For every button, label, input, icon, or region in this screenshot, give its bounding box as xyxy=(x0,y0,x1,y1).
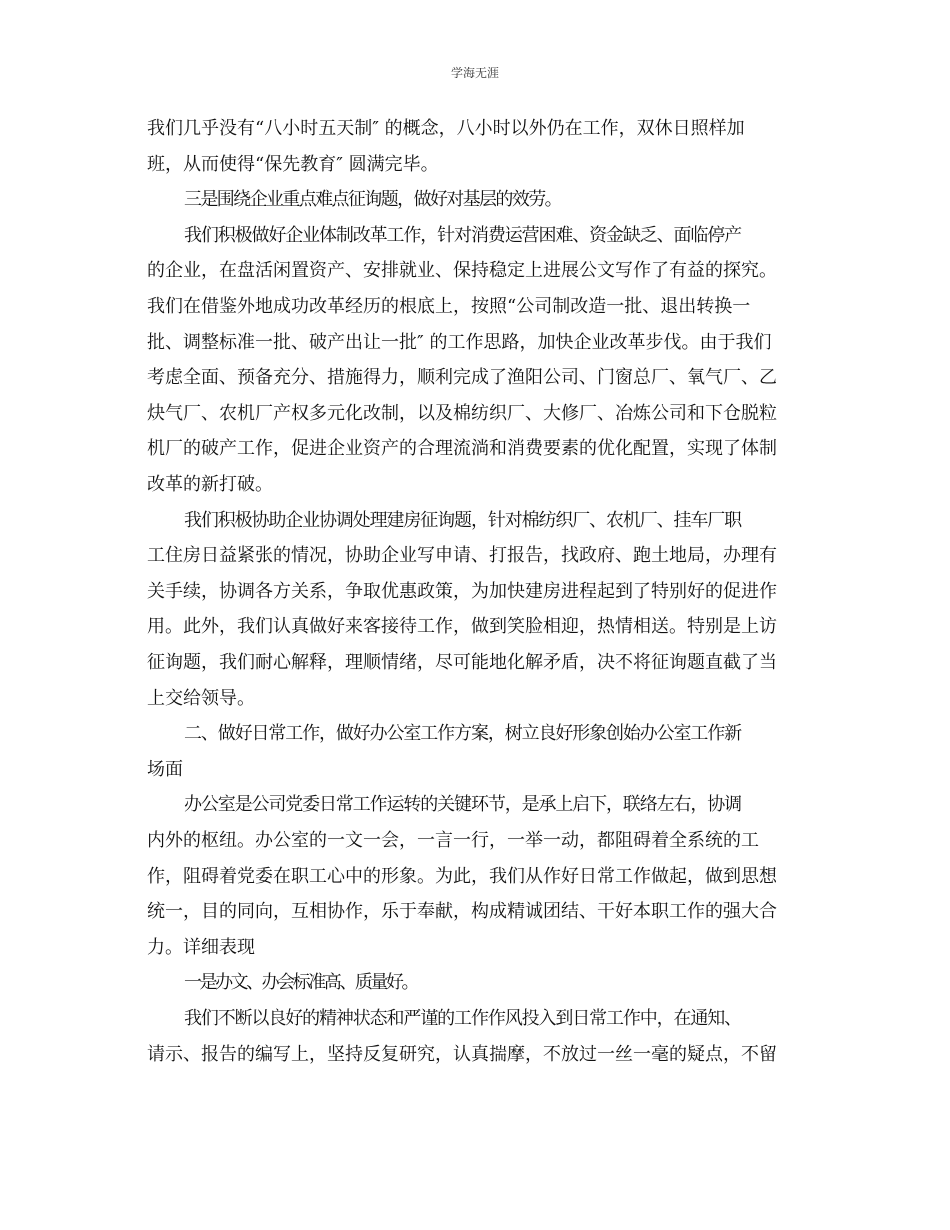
text-line: 力。详细表现 xyxy=(147,936,255,958)
text-line: 机厂的破产工作，促进企业资产的合理流淌和消费要素的优化配置，实现了体制 xyxy=(147,438,777,460)
text-line: 的企业，在盘活闲置资产、安排就业、保持稳定上进展公文写作了有益的探究。 xyxy=(147,260,777,282)
text-line: 内外的枢纽。办公室的一文一会，一言一行，一举一动，都阻碍着全系统的工 xyxy=(147,830,759,851)
text-line: 我们在借鉴外地成功改革经历的根底上，按照“公司制改造一批、退出转换一 xyxy=(147,296,751,317)
text-line: 批、调整标准一批、破产出让一批″ 的工作思路，加快企业改革步伐。由于我们 xyxy=(147,331,772,353)
text-line: 我们几乎没有“八小时五天制″ 的概念，八小时以外仍在工作，双休日照样加 xyxy=(147,118,745,139)
text-line: 一是办文、办会标准高、质量好。 xyxy=(184,972,417,994)
text-line: 炔气厂、农机厂产权多元化改制，以及棉纺织厂、大修厂、冶炼公司和下仓脱粒 xyxy=(147,402,777,424)
text-line: 我们积极协助企业协调处理建房征询题，针对棉纺织厂、农机厂、挂车厂职 xyxy=(184,509,741,531)
text-line: 征询题，我们耐心解释，理顺情绪，尽可能地化解矛盾，决不将征询题直截了当 xyxy=(147,652,777,673)
text-line: 工住房日益紧张的情况，协助企业写申请、打报告，找政府、跑土地局，办理有 xyxy=(147,545,777,567)
text-line: 关手续，协调各方关系，争取优惠政策，为加快建房进程起到了特别好的促进作 xyxy=(147,580,777,602)
text-line: 用。此外，我们认真做好来客接待工作，做到笑脸相迎，热情相送。特别是上访 xyxy=(147,616,777,638)
text-line: 三是围绕企业重点难点征询题，做好对基层的效劳。 xyxy=(184,189,561,211)
text-line: 我们积极做好企业体制改革工作，针对消费运营困难、资金缺乏、面临停产 xyxy=(184,224,741,246)
text-line: 场面 xyxy=(147,758,183,780)
text-line: 作，阻碍着党委在职工心中的形象。为此，我们从作好日常工作做起，做到思想 xyxy=(147,865,777,887)
text-line: 二、做好日常工作，做好办公室工作方案，树立良好形象创始办公室工作新 xyxy=(184,723,741,745)
page-header: 学海无涯 xyxy=(450,66,499,80)
text-line: 办公室是公司党委日常工作运转的关键环节，是承上启下，联络左右，协调 xyxy=(184,794,741,816)
text-line: 统一，目的同向，互相协作，乐于奉献，构成精诚团结、干好本职工作的强大合 xyxy=(147,901,777,923)
text-line: 考虑全面、预备充分、措施得力，顺利完成了渔阳公司、门窗总厂、氧气厂、乙 xyxy=(147,367,777,389)
text-line: 请示、报告的编写上，坚持反复研究，认真揣摩，不放过一丝一毫的疑点，不留 xyxy=(147,1043,777,1065)
text-line: 我们不断以良好的精神状态和严谨的工作作风投入到日常工作中，在通知、 xyxy=(184,1008,741,1029)
text-line: 班，从而使得“保先教育″ 圆满完毕。 xyxy=(147,153,439,175)
text-line: 上交给领导。 xyxy=(147,687,255,709)
text-line: 改革的新打破。 xyxy=(147,474,273,495)
